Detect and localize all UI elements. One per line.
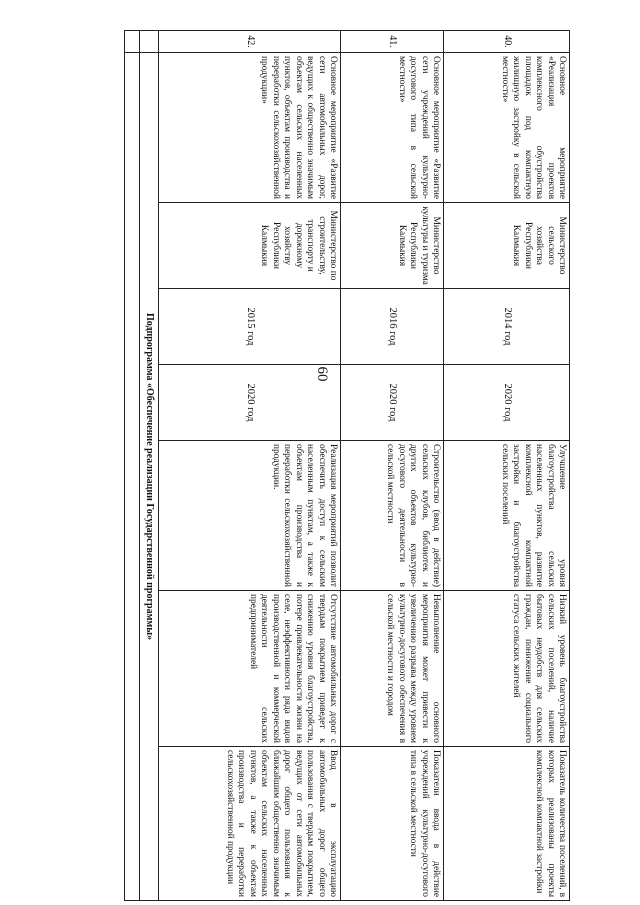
consequences-cell: Невыполнение основного мероприятия может привести к увеличению разрыва между уровнем культурно-досугового обеспечения в сельской местности и городом — [341, 591, 444, 747]
row-number: 40. — [444, 31, 570, 53]
expected-result-cell: Строительство (ввод в действие) сельских клубов, библиотек и других объектов культурно-досугового деятельности в сельской местности — [341, 441, 444, 591]
subprogram-number-cell — [140, 31, 159, 53]
activity-cell: Основное мероприятие «Развитие сети учреждений культурно-досугового типа в сельской местности» — [341, 53, 444, 203]
activity-cell: Основное мероприятие «Развитие сети автомобильных дорог, ведущих к общественно значимым объектам сельских населенных пунктов, объектам производства и переработки сельскохозяйственной продукции» — [159, 53, 341, 203]
empty-cell — [125, 53, 140, 901]
consequences-cell: Отсутствие автомобильных дорог с твердым покрытием приведет к снижению уровня благоустройства, потере привлекательности жизни на селе, неэффективности ряда видов производственной и коммерческой деятельности сельских предпринимателей — [159, 591, 341, 747]
executor-cell: Министерство сельского хозяйства Республики Калмыкия — [444, 203, 570, 289]
subprogram-heading-row — [140, 31, 159, 901]
rotated-table-sheet — [60, 30, 570, 900]
row-number: 42. — [159, 31, 341, 53]
executor-cell: Министерство культуры и туризма Республики Калмыкия — [341, 203, 444, 289]
consequences-cell: Низкий уровень благоустройства сельских поселений, наличие бытовых неудобств для сельских граждан, понижение социального статуса сельских жителей — [444, 591, 570, 747]
table-row — [159, 31, 341, 901]
end-year-cell: 2020 год — [444, 365, 570, 441]
end-year-cell: 2020 год — [341, 365, 444, 441]
start-year-cell: 2016 год — [341, 289, 444, 365]
indicator-cell: Показатели ввода в действие учреждений культурно-досугового типа в сельской местности — [341, 747, 444, 901]
expected-result-cell: Улучшение уровня благоустройства сельских населенных пунктов, развитие комплексной компактной застройки и благоустройства сельских поселений — [444, 441, 570, 591]
table-row — [444, 31, 570, 901]
page-number: 60 — [314, 366, 330, 382]
table-row — [341, 31, 444, 901]
empty-cell — [125, 31, 140, 53]
row-number: 41. — [341, 31, 444, 53]
start-year-cell: 2015 год — [159, 289, 341, 365]
subprogram-heading: Подпрограмма «Обеспечение реализации Государственной программы» — [140, 53, 159, 901]
expected-result-cell: Реализация мероприятий позволит обеспечить доступ к сельским населенным пунктам, а также к объектам производства и переработки сельскохозяйственной продукции. — [159, 441, 341, 591]
end-year-cell: 2020 год — [159, 365, 341, 441]
indicator-cell: Ввод в эксплуатацию автомобильных дорог общего пользования с твердым покрытием, ведущих от сети автомобильных дорог общего пользования к ближайшим общественно значимым объектам сельских населенных пунктов, а также к объектам производства и переработки сельскохозяйственной продукции — [159, 747, 341, 901]
empty-row — [125, 31, 140, 901]
program-measures-table — [124, 30, 570, 901]
executor-cell: Министерство по строительству, транспорту и дорожному хозяйству Республики Калмыкия — [159, 203, 341, 289]
indicator-cell: Показатель количества поселений, в которых реализованы проекты комплексной компактной застройки — [444, 747, 570, 901]
activity-cell: Основное мероприятие «Реализация проектов комплексного обустройства площадок под компактную жилищную застройку в сельской местности» — [444, 53, 570, 203]
start-year-cell: 2014 год — [444, 289, 570, 365]
